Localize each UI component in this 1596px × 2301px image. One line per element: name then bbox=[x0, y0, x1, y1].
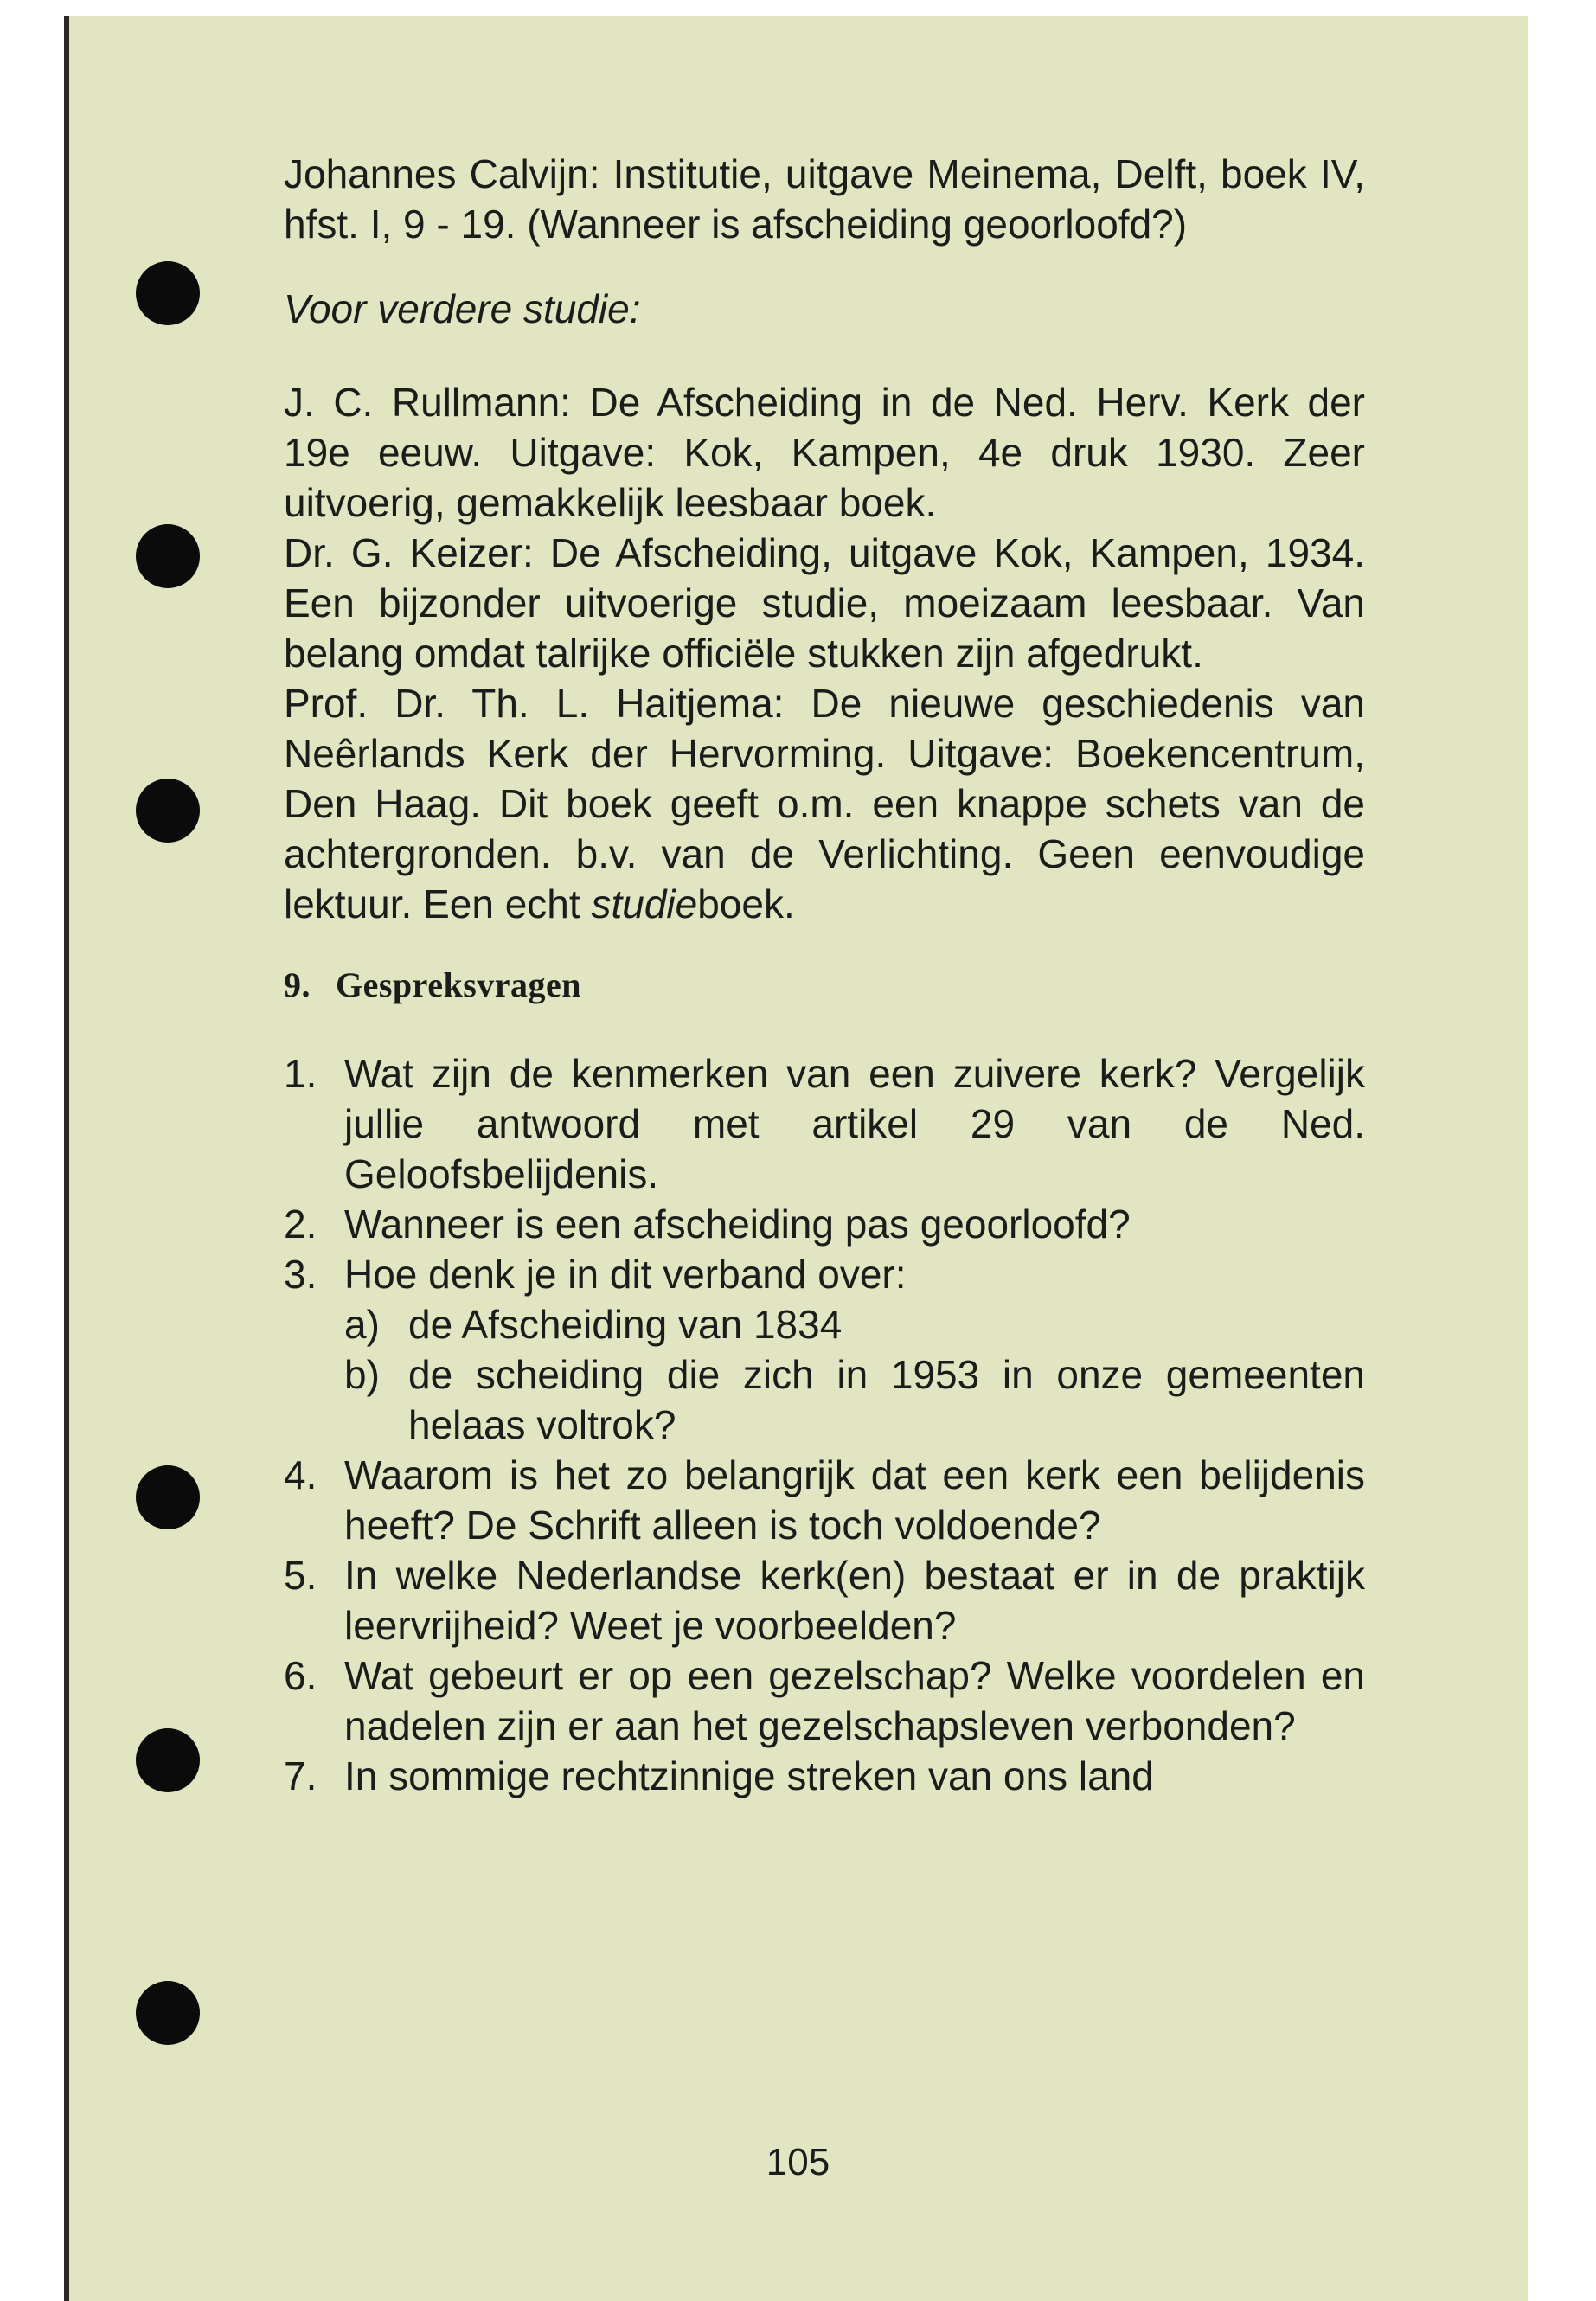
question-list bbox=[284, 1048, 1365, 1801]
sub-question-text: de scheiding die zich in 1953 in onze gemeenten helaas voltrok? bbox=[408, 1352, 1365, 1447]
page-number: 105 bbox=[766, 2141, 830, 2183]
question-text: Waarom is het zo belangrijk dat een kerk een belijdenis heeft? De Schrift alleen is toch voldoende? bbox=[344, 1452, 1365, 1548]
page-edge bbox=[64, 16, 69, 2301]
reference-item: J. C. Rullmann: De Afscheiding in de Ned. Herv. Kerk der 19e eeuw. Uitgave: Kok, Kampen, 4e druk 1930. Zeer uitvoerig, gemakkelijk leesbaar boek. bbox=[284, 380, 1365, 525]
binder-hole bbox=[136, 1728, 200, 1792]
scan-margin-left bbox=[0, 0, 64, 2301]
binder-hole bbox=[136, 524, 200, 588]
question-number: 3. bbox=[284, 1252, 317, 1297]
question-text: Wat gebeurt er op een gezelschap? Welke voordelen en nadelen zijn er aan het gezelschapsleven verbonden? bbox=[344, 1653, 1365, 1748]
question-number: 7. bbox=[284, 1753, 317, 1798]
question-text: In welke Nederlandse kerk(en) bestaat er in de praktijk leervrijheid? Weet je voorbeelden? bbox=[344, 1553, 1365, 1648]
binder-hole bbox=[136, 1465, 200, 1529]
intro-reference: Johannes Calvijn: Institutie, uitgave Meinema, Delft, boek IV, hfst. I, 9 - 19. (Wanneer is afscheiding geoorloofd?) bbox=[284, 151, 1365, 247]
question-number: 1. bbox=[284, 1051, 317, 1096]
binder-hole bbox=[136, 1981, 200, 2045]
page-content bbox=[284, 149, 1365, 1801]
reference-item bbox=[284, 678, 1365, 929]
question-text: Wanneer is een afscheiding pas geoorloofd? bbox=[344, 1202, 1131, 1247]
reference-emphasis: studie bbox=[591, 881, 698, 926]
question-number: 5. bbox=[284, 1553, 317, 1598]
question-text: Hoe denk je in dit verband over: bbox=[344, 1252, 907, 1297]
question-item bbox=[284, 1249, 1365, 1450]
question-item bbox=[284, 1450, 1365, 1550]
sub-question-letter: b) bbox=[344, 1352, 380, 1397]
binder-hole bbox=[136, 261, 200, 325]
question-item bbox=[284, 1048, 1365, 1199]
question-text: Wat zijn de kenmerken van een zuivere kerk? Vergelijk jullie antwoord met artikel 29 van de Ned. Geloofsbelijdenis. bbox=[344, 1051, 1365, 1196]
section-title-text: Gespreksvragen bbox=[336, 965, 582, 1004]
question-number: 6. bbox=[284, 1653, 317, 1698]
question-item bbox=[284, 1751, 1365, 1801]
binder-hole bbox=[136, 779, 200, 843]
sub-question bbox=[344, 1299, 1365, 1349]
sub-question-text: de Afscheiding van 1834 bbox=[408, 1302, 843, 1347]
reference-tail: boek. bbox=[697, 881, 795, 926]
question-item bbox=[284, 1650, 1365, 1751]
question-text: In sommige rechtzinnige streken van ons land bbox=[344, 1753, 1154, 1798]
question-number: 2. bbox=[284, 1202, 317, 1247]
scan-margin-right bbox=[1528, 0, 1596, 2301]
question-number: 4. bbox=[284, 1452, 317, 1497]
sub-question bbox=[344, 1349, 1365, 1450]
question-item bbox=[284, 1199, 1365, 1249]
reference-text: Prof. Dr. Th. L. Haitjema: De nieuwe geschiedenis van Neêrlands Kerk der Hervorming. Uitgave: Boekencentrum, Den Haag. Dit boek geeft o.m. een knappe schets van de achtergronden. b.v. van de Verlichting. Geen eenvoudige lektuur. Een echt bbox=[284, 681, 1365, 926]
reference-item: Dr. G. Keizer: De Afscheiding, uitgave Kok, Kampen, 1934. Een bijzonder uitvoerige studie, moeizaam leesbaar. Van belang omdat talrijke officiële stukken zijn afgedrukt. bbox=[284, 530, 1365, 676]
reference-list bbox=[284, 377, 1365, 929]
further-study-heading: Voor verdere studie: bbox=[284, 286, 641, 331]
section-title bbox=[284, 960, 1365, 1010]
sub-question-letter: a) bbox=[344, 1302, 380, 1347]
question-item bbox=[284, 1550, 1365, 1650]
section-number: 9. bbox=[284, 965, 311, 1004]
